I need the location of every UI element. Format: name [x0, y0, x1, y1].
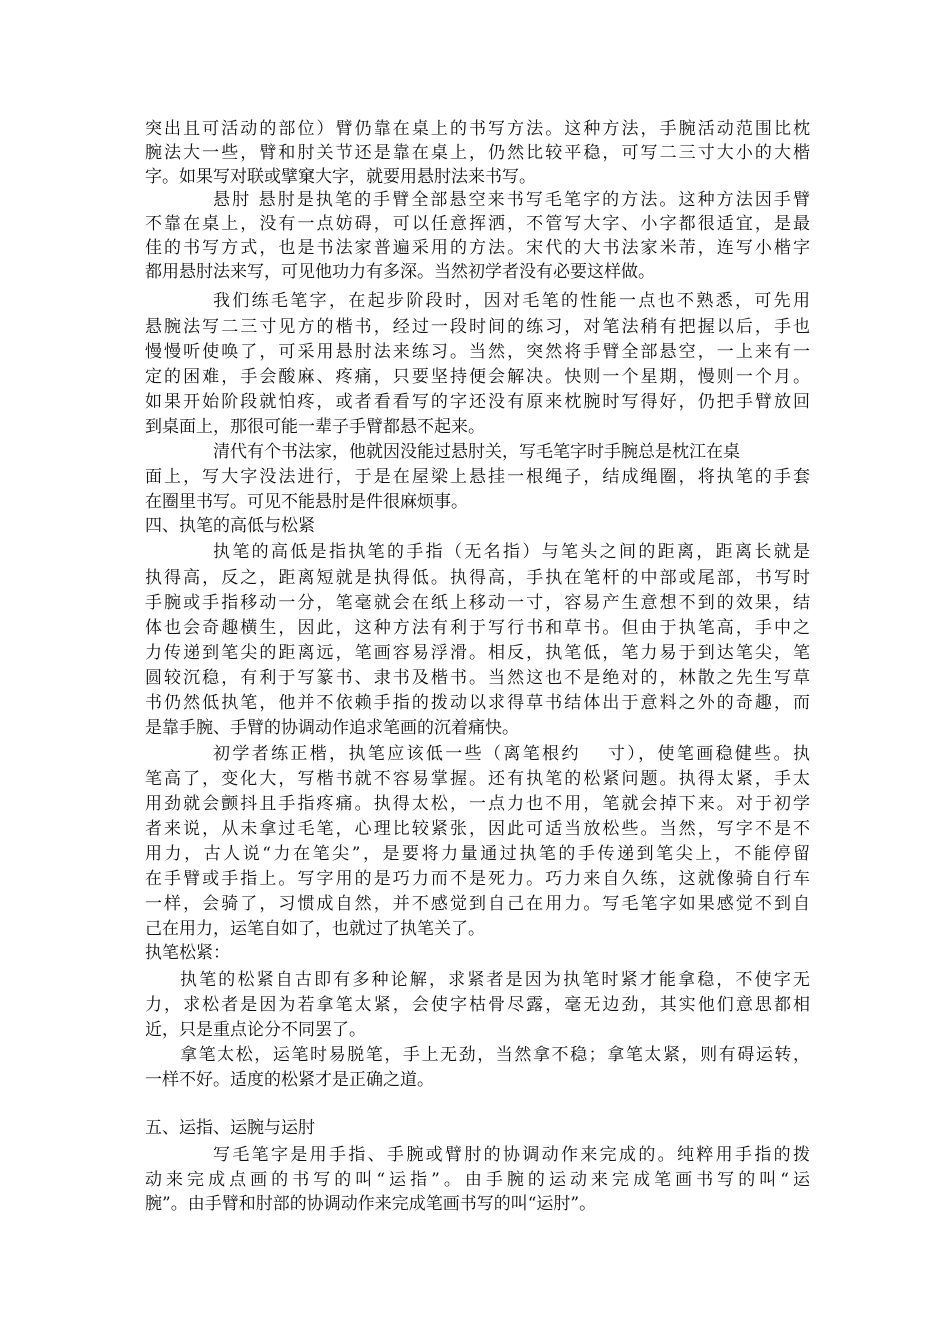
- text-line: 如果开始阶段就怕疼，或者看看写的字还没有原来枕腕时写得好，仍把手臂放回: [145, 392, 810, 412]
- text-line: 悬肘 悬肘是执笔的手臂全部悬空来书写毛笔字的方法。这种方法因手臂: [213, 190, 810, 210]
- text-line: 执笔的高低是指执笔的手指（无名指）与笔头之间的距离，距离长就是: [213, 542, 810, 562]
- text-line: 不靠在桌上，没有一点妨碍，可以任意挥洒，不管写大字、小字都很适宜，是最: [145, 214, 810, 234]
- text-line: 手腕或手指移动一分，笔毫就会在纸上移动一寸，容易产生意想不到的效果，结: [145, 593, 810, 613]
- text-line: 清代有个书法家，他就因没能过悬肘关，写毛笔字时手腕总是枕江在桌: [213, 442, 740, 462]
- text-line: 在手臂或手指上。写字用的是巧力而不是死力。巧力来自久练，这就像骑自行车: [145, 869, 810, 889]
- text-line: 近，只是重点论分不同罢了。: [145, 1020, 366, 1040]
- text-line: 圆较沉稳，有利于写篆书、隶书及楷书。当然这也不是绝对的，林散之先生写草: [145, 668, 810, 688]
- text-line: 突出且可活动的部位）臂仍靠在桌上的书写方法。这种方法，手腕活动范围比枕: [145, 119, 810, 139]
- text-line: 力，求松者是因为若拿笔太紧，会使字枯骨尽露，毫无边劲，其实他们意思都相: [145, 995, 810, 1015]
- text-line: 在圈里书写。可见不能悬肘是件很麻烦事。: [145, 492, 468, 512]
- text-line: 书仍然低执笔，他并不依赖手指的拨动以求得草书结体出于意料之外的奇趣，而: [145, 693, 810, 713]
- text-line: 用劲就会颤抖且手指疼痛。执得太松，一点力也不用，笔就会掉下来。对于初学: [145, 794, 810, 814]
- text-line: 己在用力，运笔自如了，也就过了执笔关了。: [145, 919, 485, 939]
- text-line: 我们练毛笔字，在起步阶段时，因对毛笔的性能一点也不熟悉，可先用: [213, 291, 810, 311]
- section-heading: 四、执笔的高低与松紧: [145, 516, 315, 536]
- text-line: 用力，古人说“力在笔尖”，是要将力量通过执笔的手传递到笔尖上，不能停留: [145, 844, 810, 864]
- text-line: 者来说，从未拿过毛笔，心理比较紧张，因此可适当放松些。当然，写字不是不: [145, 819, 810, 839]
- text-line: 腕法大一些，臂和肘关节还是靠在桌上，仍然比较平稳，可写二三寸大小的大楷: [145, 143, 810, 163]
- text-line: 慢慢听使唤了，可采用悬肘法来练习。当然，突然将手臂全部悬空，一上来有一: [145, 342, 810, 362]
- text-line: 腕”。由手臂和肘部的协调动作来完成笔画书写的叫“运肘”。: [145, 1194, 597, 1214]
- text-line: 字。如果写对联或擘窠大字，就要用悬肘法来书写。: [145, 167, 536, 187]
- text-line: 佳的书写方式，也是书法家普遍采用的方法。宋代的大书法家米芾，连写小楷字: [145, 238, 810, 258]
- text-line: 一样不好。适度的松紧才是正确之道。: [145, 1070, 434, 1090]
- section-heading: 执笔松紧：: [145, 943, 230, 963]
- section-heading: 五、运指、运腕与运肘: [145, 1118, 315, 1138]
- text-line: 面上，写大字没法进行，于是在屋梁上悬挂一根绳子，结成绳圈，将执笔的手套: [145, 467, 810, 487]
- text-line: 体也会奇趣横生，因此，这种方法有利于写行书和草书。但由于执笔高，手中之: [145, 618, 810, 638]
- text-line: 力传递到笔尖的距离远，笔画容易浮滑。相反，执笔低，笔力易于到达笔尖，笔: [145, 643, 810, 663]
- text-line: 一样，会骑了，习惯成自然，并不感觉到自己在用力。写毛笔字如果感觉不到自: [145, 894, 810, 914]
- text-line: 拿笔太松，运笔时易脱笔，手上无劲，当然拿不稳；拿笔太紧，则有碍运转，: [180, 1045, 810, 1065]
- text-line: 笔高了，变化大，写楷书就不容易掌握。还有执笔的松紧问题。执得太紧，手太: [145, 769, 810, 789]
- text-line: 初学者练正楷，执笔应该低一些（离笔根约 寸），使笔画稳健些。执: [213, 744, 810, 764]
- text-line: 悬腕法写二三寸见方的楷书，经过一段时间的练习，对笔法稍有把握以后，手也: [145, 317, 810, 337]
- text-line: 都用悬肘法来写，可见他功力有多深。当然初学者没有必要这样做。: [145, 262, 655, 282]
- text-line: 定的困难，手会酸麻、疼痛，只要坚持便会解决。快则一个星期，慢则一个月。: [145, 367, 810, 387]
- text-line: 写毛笔字是用手指、手腕或臂肘的协调动作来完成的。纯粹用手指的拨: [213, 1145, 810, 1165]
- text-line: 动来完成点画的书写的叫“运指”。由手腕的运动来完成笔画书写的叫“运: [145, 1170, 810, 1190]
- text-line: 执笔的松紧自古即有多种论解，求紧者是因为执笔时紧才能拿稳，不使字无: [180, 970, 810, 990]
- text-line: 到桌面上，那很可能一辈子手臂都悬不起来。: [145, 417, 485, 437]
- text-line: 是靠手腕、手臂的协调动作追求笔画的沉着痛快。: [145, 718, 519, 738]
- text-line: 执得高，反之，距离短就是执得低。执得高，手执在笔杆的中部或尾部，书写时: [145, 568, 810, 588]
